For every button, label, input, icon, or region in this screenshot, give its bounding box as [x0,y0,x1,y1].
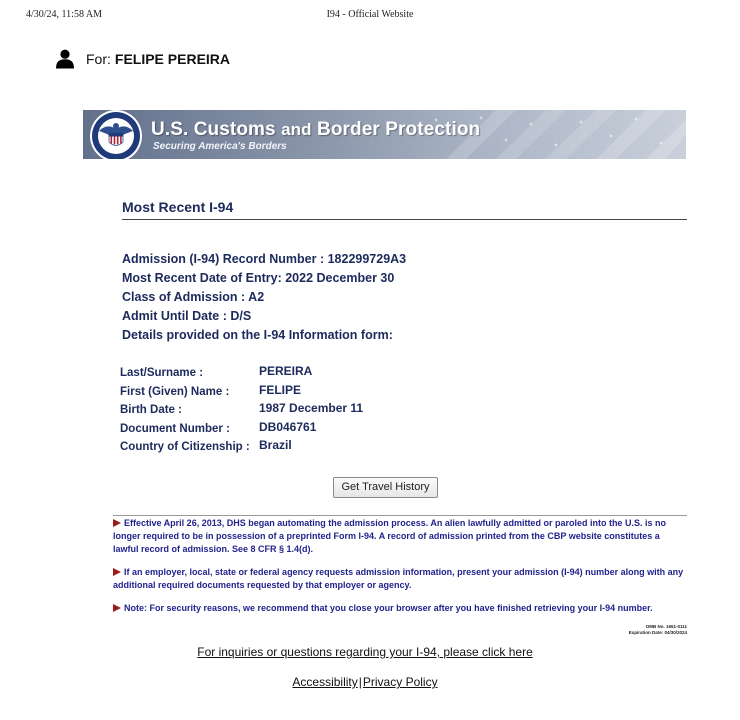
notice-automation: Effective April 26, 2013, DHS began automating the admission process. An alien lawfully admitted or paroled into the U.S. is no longer required to be in possession of a preprinted Form I-94. A record of admission printed from the CBP website constitutes a lawful record of admission. See 8 CFR § 1.4(d). [113,518,666,554]
omb-info [560,624,687,636]
notices [113,517,687,625]
surname-value: PEREIRA [259,364,313,378]
footer-links [0,675,730,689]
print-page-title: I94 - Official Website [326,9,414,20]
notice-employer: If an employer, local, state or federal agency requests admission information, present your admission (I-94) number along with any additional required documents requested by that employer or agency. [113,567,684,590]
traveler-name: FELIPE PEREIRA [114,51,231,67]
admit-until-line: Admit Until Date : D/S [122,309,252,323]
inquiry-link-row [0,645,730,659]
inquiry-link[interactable]: For inquiries or questions regarding your I-94, please click here [197,645,533,659]
document-number-value: DB046761 [259,419,317,434]
get-travel-history-button[interactable]: Get Travel History [333,477,438,498]
dhs-seal-icon [89,110,143,159]
detail-row [120,383,420,402]
birth-date-value: 1987 December 11 [259,401,364,416]
details-intro-line: Details provided on the I-94 Information form: [122,328,393,342]
banner-subtitle: Securing America's Borders [153,141,287,152]
record-number-line: Admission (I-94) Record Number : 182299729A3 [122,252,407,266]
footer-separator: | [358,675,362,689]
document-number-label: Document Number : [120,422,230,435]
entry-date-line: Most Recent Date of Entry: 2022 December 30 [122,271,395,285]
bullet-arrow-icon [113,568,121,576]
given-name-value: FELIPE [259,382,302,397]
citizenship-value: Brazil [259,438,292,453]
omb-expiration: Expiration Date: 04/30/2024 [628,630,687,635]
heading-divider [122,219,687,220]
traveler-row [56,47,230,71]
detail-row [120,438,420,457]
notice-security: Note: For security reasons, we recommend that you close your browser after you have finished retrieving your I-94 number. [113,602,687,615]
detail-row [120,401,420,420]
for-label: For: [86,51,111,67]
print-header [0,9,740,25]
traveler-details [120,364,420,457]
admission-info [122,250,406,345]
class-of-admission-line: Class of Admission : A2 [122,290,265,304]
print-date: 4/30/24, 11:58 AM [26,9,103,20]
given-name-label: First (Given) Name : [120,385,230,398]
cbp-banner [83,110,686,159]
banner-title: U.S. Customs and Border Protection [151,119,481,140]
omb-number: OMB No. 1651-0111 [645,624,687,629]
bullet-arrow-icon [113,519,121,527]
detail-row [120,420,420,439]
accessibility-link[interactable]: Accessibility [292,675,358,689]
user-icon [56,49,74,69]
bullet-arrow-icon [113,604,121,612]
detail-row [120,364,420,383]
citizenship-label: Country of Citizenship : [120,441,250,454]
notices-divider [113,515,687,516]
surname-label: Last/Surname : [120,367,204,379]
privacy-policy-link[interactable]: Privacy Policy [362,675,438,689]
birth-date-label: Birth Date : [120,404,182,417]
section-heading: Most Recent I-94 [122,199,234,215]
